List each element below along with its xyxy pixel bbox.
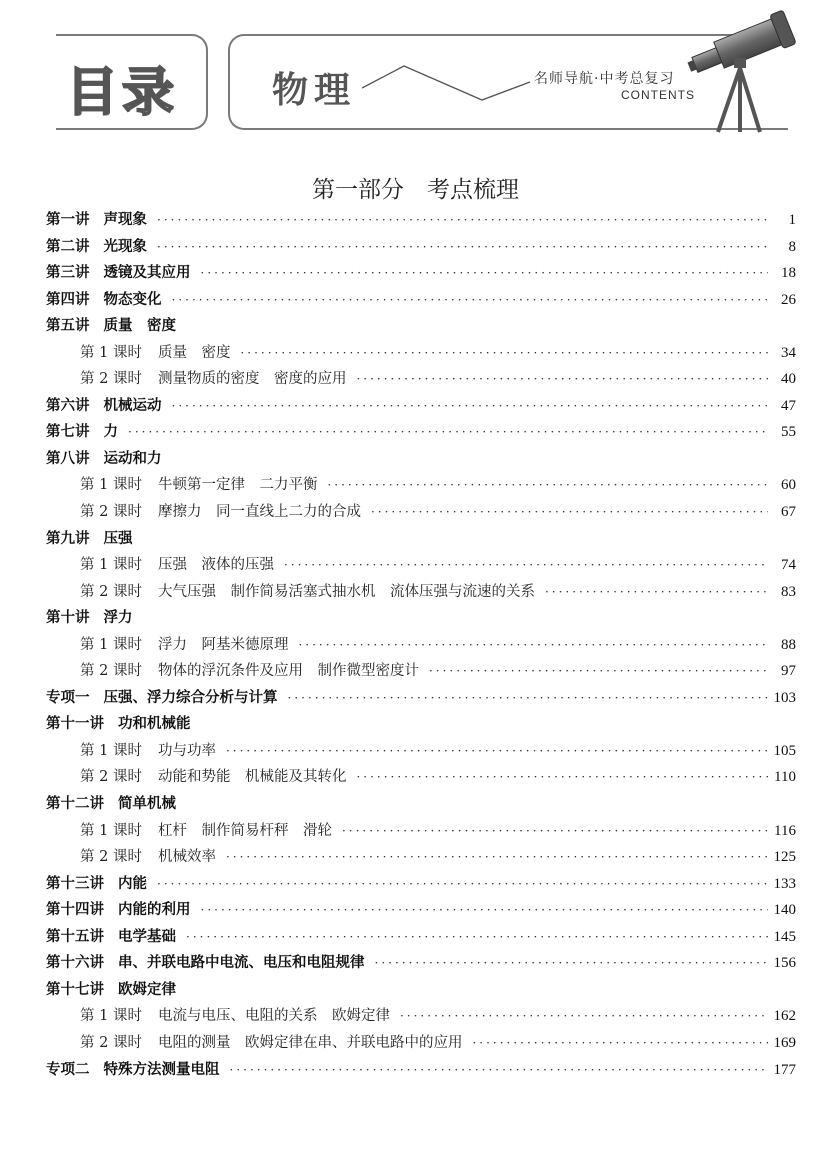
toc-dot-leader (356, 764, 768, 791)
toc-chapter-number: 第十七讲 (46, 981, 104, 998)
toc-chapter-number: 第十六讲 (46, 955, 104, 972)
series-label: 名师导航·中考总复习 (534, 71, 675, 87)
toc-lesson-entry[interactable] (46, 818, 796, 845)
toc-lesson-number: 第 2 课时 (80, 769, 142, 786)
toc-lesson-entry[interactable] (46, 552, 796, 579)
toc-chapter-entry[interactable] (46, 287, 796, 314)
toc-dot-leader (545, 579, 768, 606)
toc-entry-title: 杠杆 制作简易杆秤 滑轮 (157, 822, 332, 839)
toc-lesson-number: 第 2 课时 (80, 663, 142, 680)
toc-entry-title: 特殊方法测量电阻 (103, 1061, 220, 1078)
toc-chapter-number: 第十三讲 (46, 875, 104, 892)
toc-dot-leader (186, 924, 768, 951)
toc-chapter-entry[interactable] (46, 1057, 796, 1084)
toc-dot-leader (201, 260, 769, 287)
toc-lesson-entry[interactable] (46, 738, 796, 765)
toc-lesson-number: 第 1 课时 (80, 822, 142, 839)
toc-entry-title: 内能的利用 (118, 902, 191, 919)
toc-chapter-entry[interactable] (46, 234, 796, 261)
toc-entry-title: 质量 密度 (157, 344, 231, 361)
toc-dot-leader (201, 897, 768, 924)
toc-dot-leader (429, 658, 768, 685)
toc-dot-leader (240, 340, 768, 367)
toc-chapter-entry[interactable] (46, 260, 796, 287)
toc-dot-leader (375, 950, 768, 977)
toc-chapter-entry[interactable] (46, 711, 796, 738)
toc-lesson-entry[interactable] (46, 579, 796, 606)
subject-heading: 物理 (272, 70, 357, 111)
toc-lesson-entry[interactable] (46, 340, 796, 367)
toc-lesson-number: 第 1 课时 (80, 1008, 142, 1025)
toc-chapter-number: 第十五讲 (46, 928, 104, 945)
toc-entry-title: 电学基础 (118, 928, 176, 945)
toc-entry-title: 压强 (103, 530, 133, 547)
toc-lesson-number: 第 2 课时 (80, 849, 142, 866)
toc-chapter-number: 第七讲 (46, 424, 90, 441)
toc-chapter-entry[interactable] (46, 897, 796, 924)
contents-label: CONTENTS (621, 88, 695, 102)
toc-page-number: 55 (781, 424, 796, 441)
toc-page-number: 1 (788, 212, 796, 228)
toc-chapter-entry[interactable] (46, 791, 796, 818)
page-header (0, 0, 831, 150)
toc-chapter-number: 第十一讲 (46, 716, 104, 733)
toc-entry-title: 压强 液体的压强 (157, 557, 274, 574)
section-title: 第一部分 考点梳理 (312, 177, 519, 203)
toc-entry-title: 声现象 (103, 212, 147, 228)
toc-page-number: 18 (781, 265, 796, 282)
toc-dot-leader (172, 393, 769, 420)
toc-page-number: 116 (774, 822, 796, 839)
toc-entry-title: 摩擦力 同一直线上二力的合成 (157, 504, 361, 521)
toc-lesson-number: 第 1 课时 (80, 557, 142, 574)
toc-entry-title: 功和机械能 (118, 716, 191, 733)
toc-entry-title: 电阻的测量 欧姆定律在串、并联电路中的应用 (157, 1034, 463, 1051)
toc-lesson-entry[interactable] (46, 764, 796, 791)
toc-chapter-entry[interactable] (46, 393, 796, 420)
toc-lesson-entry[interactable] (46, 472, 796, 499)
toc-chapter-number: 第十四讲 (46, 902, 104, 919)
toc-chapter-number: 专项二 (46, 1061, 90, 1078)
toc-entry-title: 串、并联电路中电流、电压和电阻规律 (118, 955, 365, 972)
toc-entry-title: 机械效率 (157, 849, 216, 866)
toc-chapter-entry[interactable] (46, 924, 796, 951)
toc-chapter-entry[interactable] (46, 605, 796, 632)
wave-line-decoration (362, 60, 532, 104)
toc-dot-leader (226, 738, 768, 765)
toc-chapter-entry[interactable] (46, 871, 796, 898)
toc-chapter-number: 第十讲 (46, 610, 90, 627)
toc-lesson-number: 第 1 课时 (80, 636, 142, 653)
toc-chapter-number: 第六讲 (46, 397, 90, 414)
toc-lesson-number: 第 2 课时 (80, 504, 142, 521)
toc-page-number: 110 (774, 769, 796, 786)
toc-page-number: 169 (773, 1034, 796, 1051)
toc-chapter-number: 第四讲 (46, 291, 90, 308)
toc-lesson-entry[interactable] (46, 632, 796, 659)
toc-lesson-number: 第 2 课时 (80, 371, 142, 388)
toc-entry-title: 动能和势能 机械能及其转化 (157, 769, 347, 786)
toc-entry-title: 机械运动 (103, 397, 162, 414)
toc-chapter-entry[interactable] (46, 446, 796, 473)
toc-page-number: 34 (781, 344, 796, 361)
toc-lesson-entry[interactable] (46, 658, 796, 685)
toc-chapter-number: 第九讲 (46, 530, 90, 547)
toc-entry-title: 物体的浮沉条件及应用 制作微型密度计 (157, 663, 419, 680)
toc-page-number: 125 (773, 849, 796, 866)
toc-page-number: 105 (773, 742, 796, 759)
toc-lesson-number: 第 1 课时 (80, 344, 142, 361)
toc-chapter-number: 第十二讲 (46, 796, 104, 813)
toc-chapter-entry[interactable] (46, 977, 796, 1004)
toc-chapter-number: 第一讲 (46, 212, 90, 228)
toc-entry-title: 浮力 (103, 610, 133, 627)
toc-dot-leader (288, 685, 768, 712)
toc-lesson-number: 第 2 课时 (80, 1034, 142, 1051)
toc-dot-leader (298, 632, 768, 659)
toc-page-number: 67 (781, 504, 796, 521)
toc-entry-title: 简单机械 (118, 796, 176, 813)
toc-entry-title: 大气压强 制作简易活塞式抽水机 流体压强与流速的关系 (157, 583, 535, 600)
toc-dot-leader (157, 234, 768, 261)
toc-dot-leader (472, 1030, 767, 1057)
telescope-icon (682, 8, 812, 136)
toc-page-number: 83 (781, 583, 796, 600)
toc-page-number: 88 (781, 636, 796, 653)
toc-page-number: 133 (773, 875, 796, 892)
toc-dot-leader (172, 287, 769, 314)
toc-entry-title: 测量物质的密度 密度的应用 (157, 371, 347, 388)
toc-lesson-number: 第 1 课时 (80, 742, 142, 759)
toc-entry-title: 物态变化 (103, 291, 162, 308)
toc-page-number: 60 (781, 477, 796, 494)
toc-entry-title: 欧姆定律 (118, 981, 176, 998)
toc-chapter-entry[interactable] (46, 419, 796, 446)
toc-entry-title: 运动和力 (103, 450, 162, 467)
toc-page-number: 145 (773, 928, 796, 945)
table-of-contents (46, 207, 796, 1083)
toc-entry-title: 力 (103, 424, 118, 441)
toc-entry-title: 质量 密度 (103, 318, 176, 335)
toc-page-number: 26 (781, 291, 796, 308)
toc-page-number: 177 (773, 1061, 796, 1078)
toc-chapter-entry[interactable] (46, 313, 796, 340)
toc-chapter-entry[interactable] (46, 685, 796, 712)
toc-lesson-number: 第 1 课时 (80, 477, 142, 494)
toc-entry-title: 浮力 阿基米德原理 (157, 636, 289, 653)
toc-chapter-number: 第八讲 (46, 450, 90, 467)
toc-lesson-number: 第 2 课时 (80, 583, 142, 600)
toc-dot-leader (342, 818, 768, 845)
toc-page-number: 156 (773, 955, 796, 972)
toc-chapter-number: 第五讲 (46, 318, 90, 335)
toc-entry-title: 功与功率 (157, 742, 216, 759)
toc-page-number: 97 (781, 663, 796, 680)
toc-dot-leader (400, 1003, 768, 1030)
toc-dot-leader (371, 499, 768, 526)
toc-page-number: 103 (773, 689, 796, 706)
toc-dot-leader (226, 844, 768, 871)
toc-entry-title: 光现象 (103, 238, 147, 255)
toc-entry-title: 牛顿第一定律 二力平衡 (157, 477, 318, 494)
toc-lesson-entry[interactable] (46, 499, 796, 526)
toc-dot-leader (356, 366, 768, 393)
toc-dot-leader (327, 472, 768, 499)
toc-lesson-entry[interactable] (46, 1003, 796, 1030)
toc-entry-title: 内能 (118, 875, 147, 892)
toc-chapter-entry[interactable] (46, 950, 796, 977)
toc-lesson-entry[interactable] (46, 844, 796, 871)
toc-page-number: 162 (773, 1008, 796, 1025)
toc-lesson-entry[interactable] (46, 366, 796, 393)
toc-chapter-entry[interactable] (46, 207, 796, 234)
toc-page-number: 40 (781, 371, 796, 388)
toc-chapter-number: 第二讲 (46, 238, 90, 255)
toc-dot-leader (157, 207, 768, 234)
toc-dot-leader (230, 1057, 768, 1084)
mulu-heading: 目录 (66, 62, 179, 123)
toc-dot-leader (284, 552, 768, 579)
toc-page-number: 8 (788, 238, 796, 255)
toc-entry-title: 电流与电压、电阻的关系 欧姆定律 (157, 1008, 390, 1025)
toc-page-number: 140 (773, 902, 796, 919)
toc-page-number: 74 (781, 557, 796, 574)
toc-chapter-number: 第三讲 (46, 265, 90, 282)
toc-dot-leader (157, 871, 768, 898)
toc-chapter-number: 专项一 (46, 689, 90, 706)
toc-entry-title: 透镜及其应用 (103, 265, 191, 282)
toc-chapter-entry[interactable] (46, 526, 796, 553)
toc-lesson-entry[interactable] (46, 1030, 796, 1057)
toc-entry-title: 压强、浮力综合分析与计算 (103, 689, 278, 706)
toc-dot-leader (128, 419, 768, 446)
toc-page-number: 47 (781, 397, 796, 414)
